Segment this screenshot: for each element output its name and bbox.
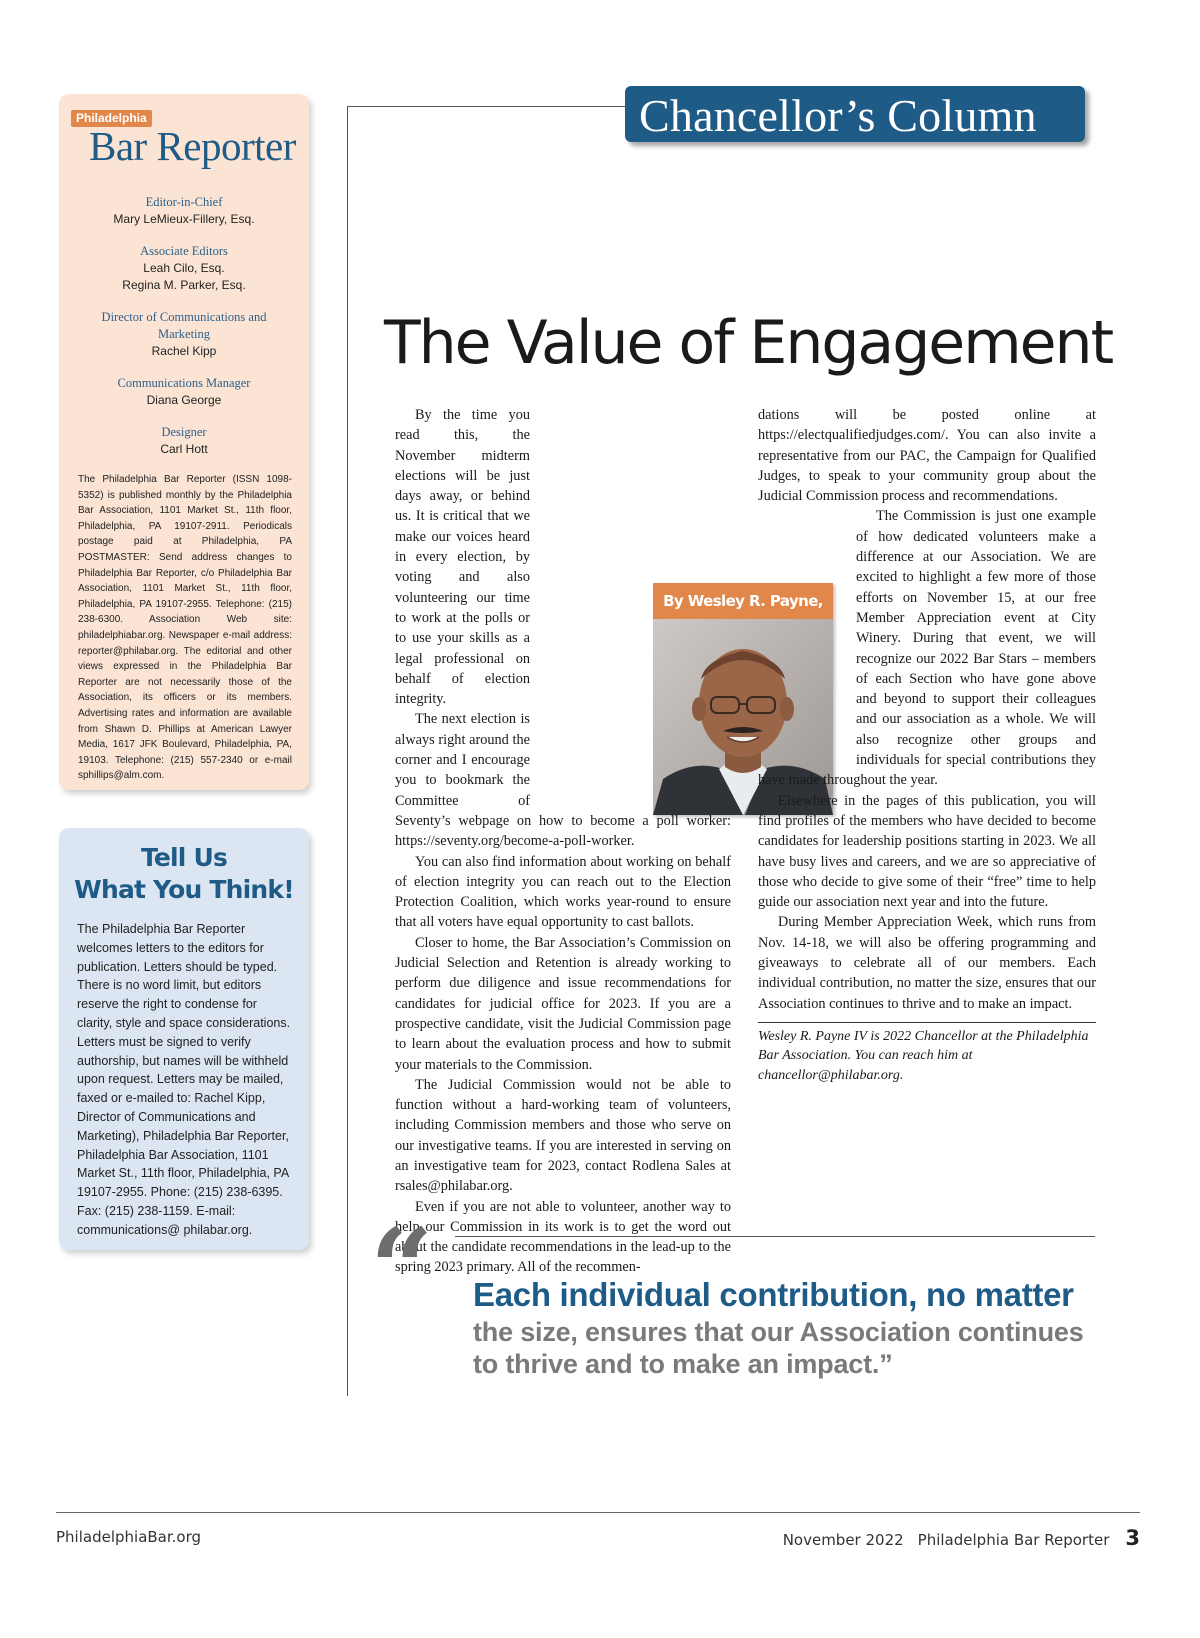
footer-publication: Philadelphia Bar Reporter (917, 1531, 1110, 1549)
staff-role: Communications Manager (117, 376, 251, 390)
article-paragraph: During Member Appreciation Week, which runs from Nov. 14-18, we will also be offering programming and giveaways to celebrate all of our members. Each individual contribution, no matter the size, ensures that our Association continues to thrive and to make an impact. (758, 914, 1096, 1012)
footer-meta (783, 1526, 1140, 1550)
masthead-tag: Philadelphia (71, 110, 152, 127)
footer-website: PhiladelphiaBar.org (56, 1528, 202, 1546)
letters-body: The Philadelphia Bar Reporter welcomes letters to the editors for publication. Letters should be typed. There is no word limit, but editors reserve the right to condense for clarity, style and space considerations. Letters must be signed to verify authorship, but names will be withheld upon request. Letters may be mailed, faxed or e-mailed to: Rachel Kipp, Director of Communications and Marketing), Philadelphia Bar Reporter, Philadelphia Bar Association, 1101 Market St., 11th floor, Philadelphia, PA 19107-2955. Phone: (215) 238-6395. Fax: (215) 238-1159. E-mail: communications@ philabar.org. (77, 922, 291, 1237)
article-paragraph: Even if you are not able to volunteer, another way to help our Commission in its work is to get the word out about the candidate recommendations in the lead-up to the spring 2023 primary. All of the recommen- (395, 1198, 731, 1276)
article-paragraph: Closer to home, the Bar Association’s Commission on Judicial Selection and Retention is already working to perform due diligence and issue recommendations for candidates for judicial office for 2023. If you are a prospective candidate, visit the Judicial Commission page to learn about the evaluation process and how to submit your materials to the Commission. (395, 934, 731, 1073)
staff-name: Carl Hott (160, 442, 208, 456)
footer-rule (56, 1512, 1140, 1513)
staff-list (59, 194, 309, 473)
page-number: 3 (1125, 1526, 1140, 1550)
staff-group (59, 309, 309, 360)
quote-mark-icon: “ (370, 1204, 434, 1333)
pull-quote-rule (455, 1236, 1095, 1237)
staff-role: Designer (161, 425, 207, 439)
article-paragraph: You can also find information about working on behalf of election integrity you can reach out to the Election Protection Coalition, which works year-round to ensure that all voters have equal opportunity to cast ballots. (395, 853, 731, 931)
frame-vertical-rule (347, 106, 348, 1396)
staff-group (59, 424, 309, 458)
column-banner (625, 86, 1085, 142)
author-bio: Wesley R. Payne IV is 2022 Chancellor at the Philadelphia Bar Association. You can reach him at chancellor@philabar.org. (758, 1022, 1096, 1086)
article-headline: The Value of Engagement (384, 308, 1113, 378)
article-paragraph: The next election is always right around the corner and I encourage you to bookmark the Committee of Seventy’s webpage on how to become a poll worker: https://seventy.org/become-a-poll-worker. (395, 711, 731, 850)
staff-group (59, 194, 309, 228)
pull-quote-lead: Each individual contribution, no matter (473, 1276, 1074, 1313)
frame-top-rule (347, 106, 627, 107)
letters-heading (59, 842, 309, 906)
article-paragraph: The Judicial Commission would not be able to function without a hard-working team of volunteers, including Commission members and those who serve on our investigative teams. If you are interested in serving on an investigative team for 2023, contact Rodlena Sales at rsales@philabar.org. (395, 1076, 731, 1195)
staff-name: Rachel Kipp (151, 344, 217, 358)
article-paragraph: The Commission is just one example of how dedicated volunteers make a difference at our Association. We are excited to highlight a few more of those efforts on November 15, at our free Member Appreciation event at City Winery. During that event, we will recognize our 2022 Bar Stars – members of each Section who have gone above and beyond to support their colleagues and our association as a whole. We will also recognize other groups and individuals for special contributions they have made throughout the year. (758, 508, 1096, 789)
article-column-1 (395, 405, 731, 1278)
staff-group (59, 243, 309, 294)
staff-name: Mary LeMieux-Fillery, Esq. (113, 212, 255, 226)
staff-name: Leah Cilo, Esq. (143, 261, 225, 275)
staff-role: Associate Editors (140, 244, 228, 258)
masthead-title: Bar Reporter (89, 123, 296, 169)
letters-heading-line: Tell Us (140, 843, 228, 872)
letters-heading-line: What You Think! (74, 875, 294, 904)
article-paragraph: By the time you read this, the November midterm elections will be just days away, or behind us. It is critical that we make our voices heard in every election, by voting and also volunteering our time to work at the polls or to use your skills as a legal professional on behalf of election integrity. (395, 407, 530, 708)
column-banner-title: Chancellor’s Column (639, 90, 1037, 141)
footer-date: November 2022 (782, 1531, 904, 1549)
author-byline: By Wesley R. Payne, (653, 583, 833, 619)
publication-info: The Philadelphia Bar Reporter (ISSN 1098-5352) is published monthly by the Philadelphia Bar Association, 1101 Market St., 11th floor, Philadelphia, PA 19107-2911. Periodicals postage paid at Philadelphia, PA POSTMASTER: Send address changes to Philadelphia Bar Reporter, c/o Philadelphia Bar Association, 1101 Market St., 11th floor, Philadelphia, PA 19107-2955. Telephone: (215) 238-6300. Association Web site: philadelphiabar.org. Newspaper e-mail address: reporter@philabar.org. The editorial and other views expressed in the Philadelphia Bar Reporter are not necessarily those of the Association, its officers or its members. Advertising rates and information are available from Shawn D. Phillips at American Lawyer Media, 1617 JFK Boulevard, Philadelphia, PA, 19103. Telephone: (215) 557-2340 or e-mail sphillips@alm.com. (78, 474, 292, 782)
article-paragraph: Elsewhere in the pages of this publication, you will find profiles of the members who have decided to become candidates for leadership positions starting in 2023. We all have busy lives and careers, and we are so appreciative of those who decide to give some of their “free” time to help guide our association next year and into the future. (758, 792, 1096, 911)
staff-role: Editor-in-Chief (145, 195, 223, 209)
staff-group (59, 375, 309, 409)
pull-quote-rest: the size, ensures that our Association continues to thrive and to make an impact.” (473, 1317, 1084, 1379)
staff-name: Diana George (146, 393, 222, 407)
masthead-box (59, 94, 309, 790)
photo-spacer (544, 555, 731, 791)
article-column-2 (758, 405, 1096, 1085)
photo-spacer (758, 526, 856, 762)
article-paragraph: dations will be posted online at https://electqualifiedjudges.com/. You can also invite a representative from our PAC, the Campaign for Qualified Judges, to speak to your community group about the Judicial Commission process and recommendations. (758, 407, 1096, 505)
staff-role: Director of Communications and Marketing (101, 310, 267, 341)
letters-box (59, 828, 309, 1250)
staff-name: Regina M. Parker, Esq. (122, 278, 246, 292)
